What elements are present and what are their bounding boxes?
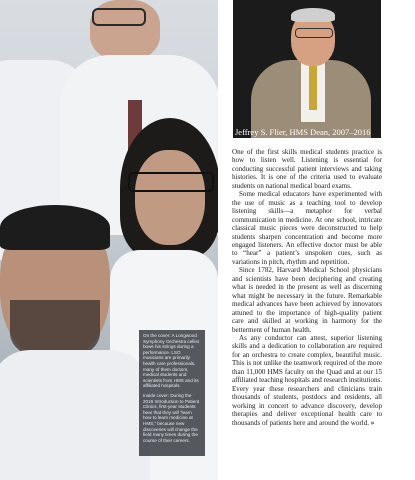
article-paragraph	[232, 334, 382, 427]
portrait-caption: Jeffrey S. Flier, HMS Dean, 2007–2016	[235, 127, 371, 137]
dean-portrait	[233, 0, 381, 138]
student-face	[135, 150, 205, 245]
glasses-icon	[92, 8, 146, 26]
inside-cover-caption: Inside cover: During the 2016 Introduction to Patient Clinics, first-year students hear that they will “learn how to learn medicine at HMS,” because new discoveries will change the field many times during the course of their careers.	[143, 392, 200, 443]
article-paragraph: Since 1782, Harvard Medical School physicians and scientists have been deciphering and creating what is needed in the present as well as discerning what might be necessary in the future. Remarkable medical advances have been achieved by innovators attuned to the importance of high-quality patient care and skilled at working in harmony for the betterment of human health.	[232, 266, 382, 334]
foreground-student-hair	[0, 205, 110, 250]
portrait-tie	[309, 66, 317, 110]
glasses-icon	[295, 28, 333, 38]
article-body	[232, 148, 382, 427]
photo-caption-box	[139, 330, 205, 456]
article-paragraph-text: As any conductor can attest, superior listening skills and a dedication to collaboration are required for an orchestra to create complex, beautiful music. This is not unlike the teamwork required of the more than 11,000 HMS faculty on the Quad and at our 15 affiliated teaching hospitals and research institutions. Every year these researchers and clinicians train thousands of students, postdocs and residents, all working in concert to advance discovery, develop therapies and deliver exceptional health care to thousands of patients here and around the world.	[232, 333, 382, 427]
portrait-hair	[291, 8, 335, 22]
article-paragraph: Some medical educators have experimented with the use of music as a teaching tool to develop listening skills—a metaphor for verbal communication in medicine. At one school, intricate classical music pieces were deconstructed to help students sharpen concentration and become more engaged listeners. An effective doctor must be able to “hear” a patient’s unspoken cues, such as variations in pitch, rhythm and repetition.	[232, 190, 382, 266]
article-paragraph: One of the first skills medical students practice is how to listen well. Listening is essential for conducting successful patient interviews and taking histories. It is one of the criteria used to evaluate students on national medical board exams.	[232, 148, 382, 190]
cover-caption: On the cover: A Longwood Symphony Orchestra cellist bows his strings during a performance. LSO musicians are primarily health care professionals, many of them doctors, medical students and scientists from HMS and its affiliated hospitals.	[143, 333, 199, 389]
continue-arrow-icon: »	[370, 418, 375, 427]
foreground-white-coat	[0, 350, 150, 480]
glasses-icon	[128, 172, 214, 192]
